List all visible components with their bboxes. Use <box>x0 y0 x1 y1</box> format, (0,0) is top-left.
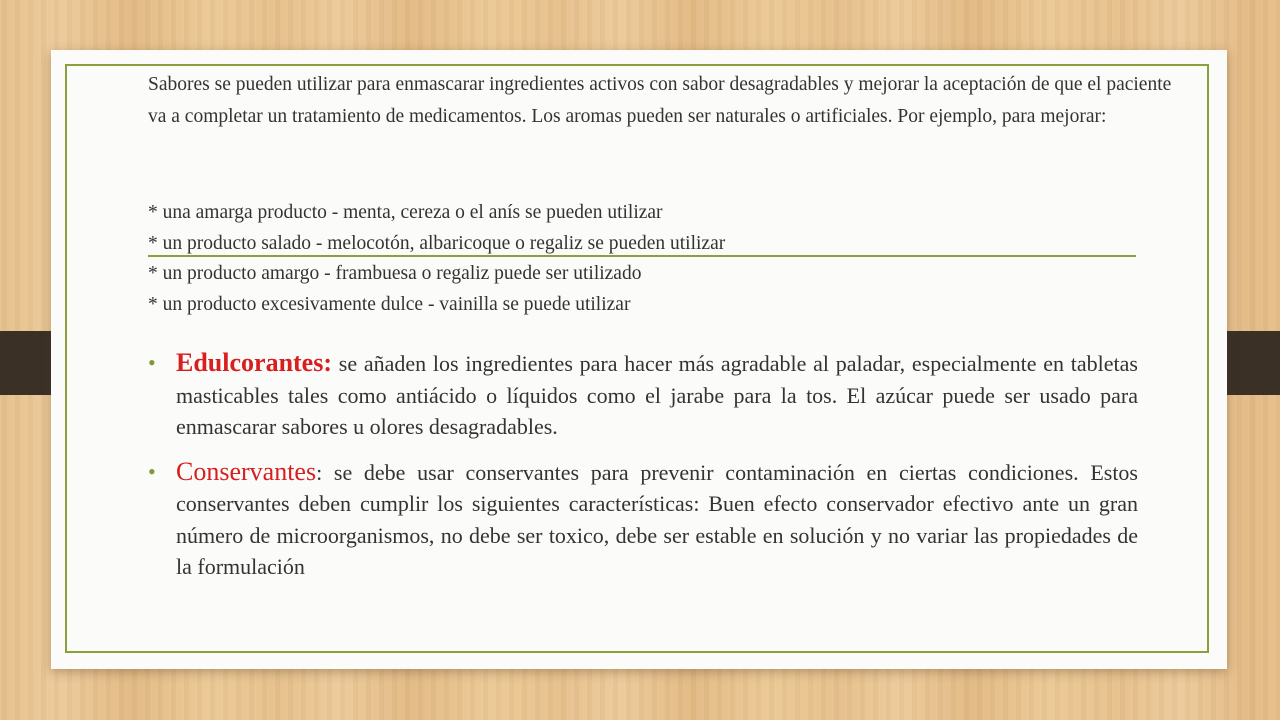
bullet-dot-icon: • <box>148 458 156 484</box>
example-item: * un producto salado - melocotón, albaricoque o regaliz se pueden utilizar <box>148 232 726 254</box>
bullet-dot-icon: • <box>148 350 156 375</box>
term-edulcorantes: Edulcorantes: <box>176 348 332 377</box>
example-item: * un producto excesivamente dulce - vainilla se puede utilizar <box>148 293 631 315</box>
bullet-conservantes <box>148 456 1138 583</box>
term-conservantes: Conservantes <box>176 456 317 486</box>
example-item: * una amarga producto - menta, cereza o el anís se pueden utilizar <box>148 202 663 223</box>
intro-paragraph: Sabores se pueden utilizar para enmascarar ingredientes activos con sabor desagradables y mejorar la aceptación de que el paciente va a completar un tratamiento de medicamentos. Los aromas pueden ser naturales o artificiales. Por ejemplo, para mejorar: <box>148 74 1172 127</box>
slide-card <box>51 50 1227 669</box>
flavor-examples-list <box>148 198 1188 320</box>
bullet-edulcorantes <box>148 347 1138 443</box>
horizontal-rule <box>148 255 1136 257</box>
example-item: * un producto amargo - frambuesa o regaliz puede ser utilizado <box>148 263 642 284</box>
bullet-list <box>148 347 1138 583</box>
bullet-text-conservantes: : se debe usar conservantes para prevenir contaminación en ciertas condiciones. Estos conservantes deben cumplir los siguientes características: Buen efecto conservador efectivo ante un gran número de microorganismos, no debe ser toxico, debe ser estable en solución y no variar las propiedades de la formulación <box>176 459 1138 579</box>
bullet-text-edulcorantes: se añaden los ingredientes para hacer más agradable al paladar, especialmente en tabletas masticables tales como antiácido o líquidos como el jarabe para la tos. El azúcar puede ser usado para enmascarar sabores u olores desagradables. <box>176 351 1138 439</box>
